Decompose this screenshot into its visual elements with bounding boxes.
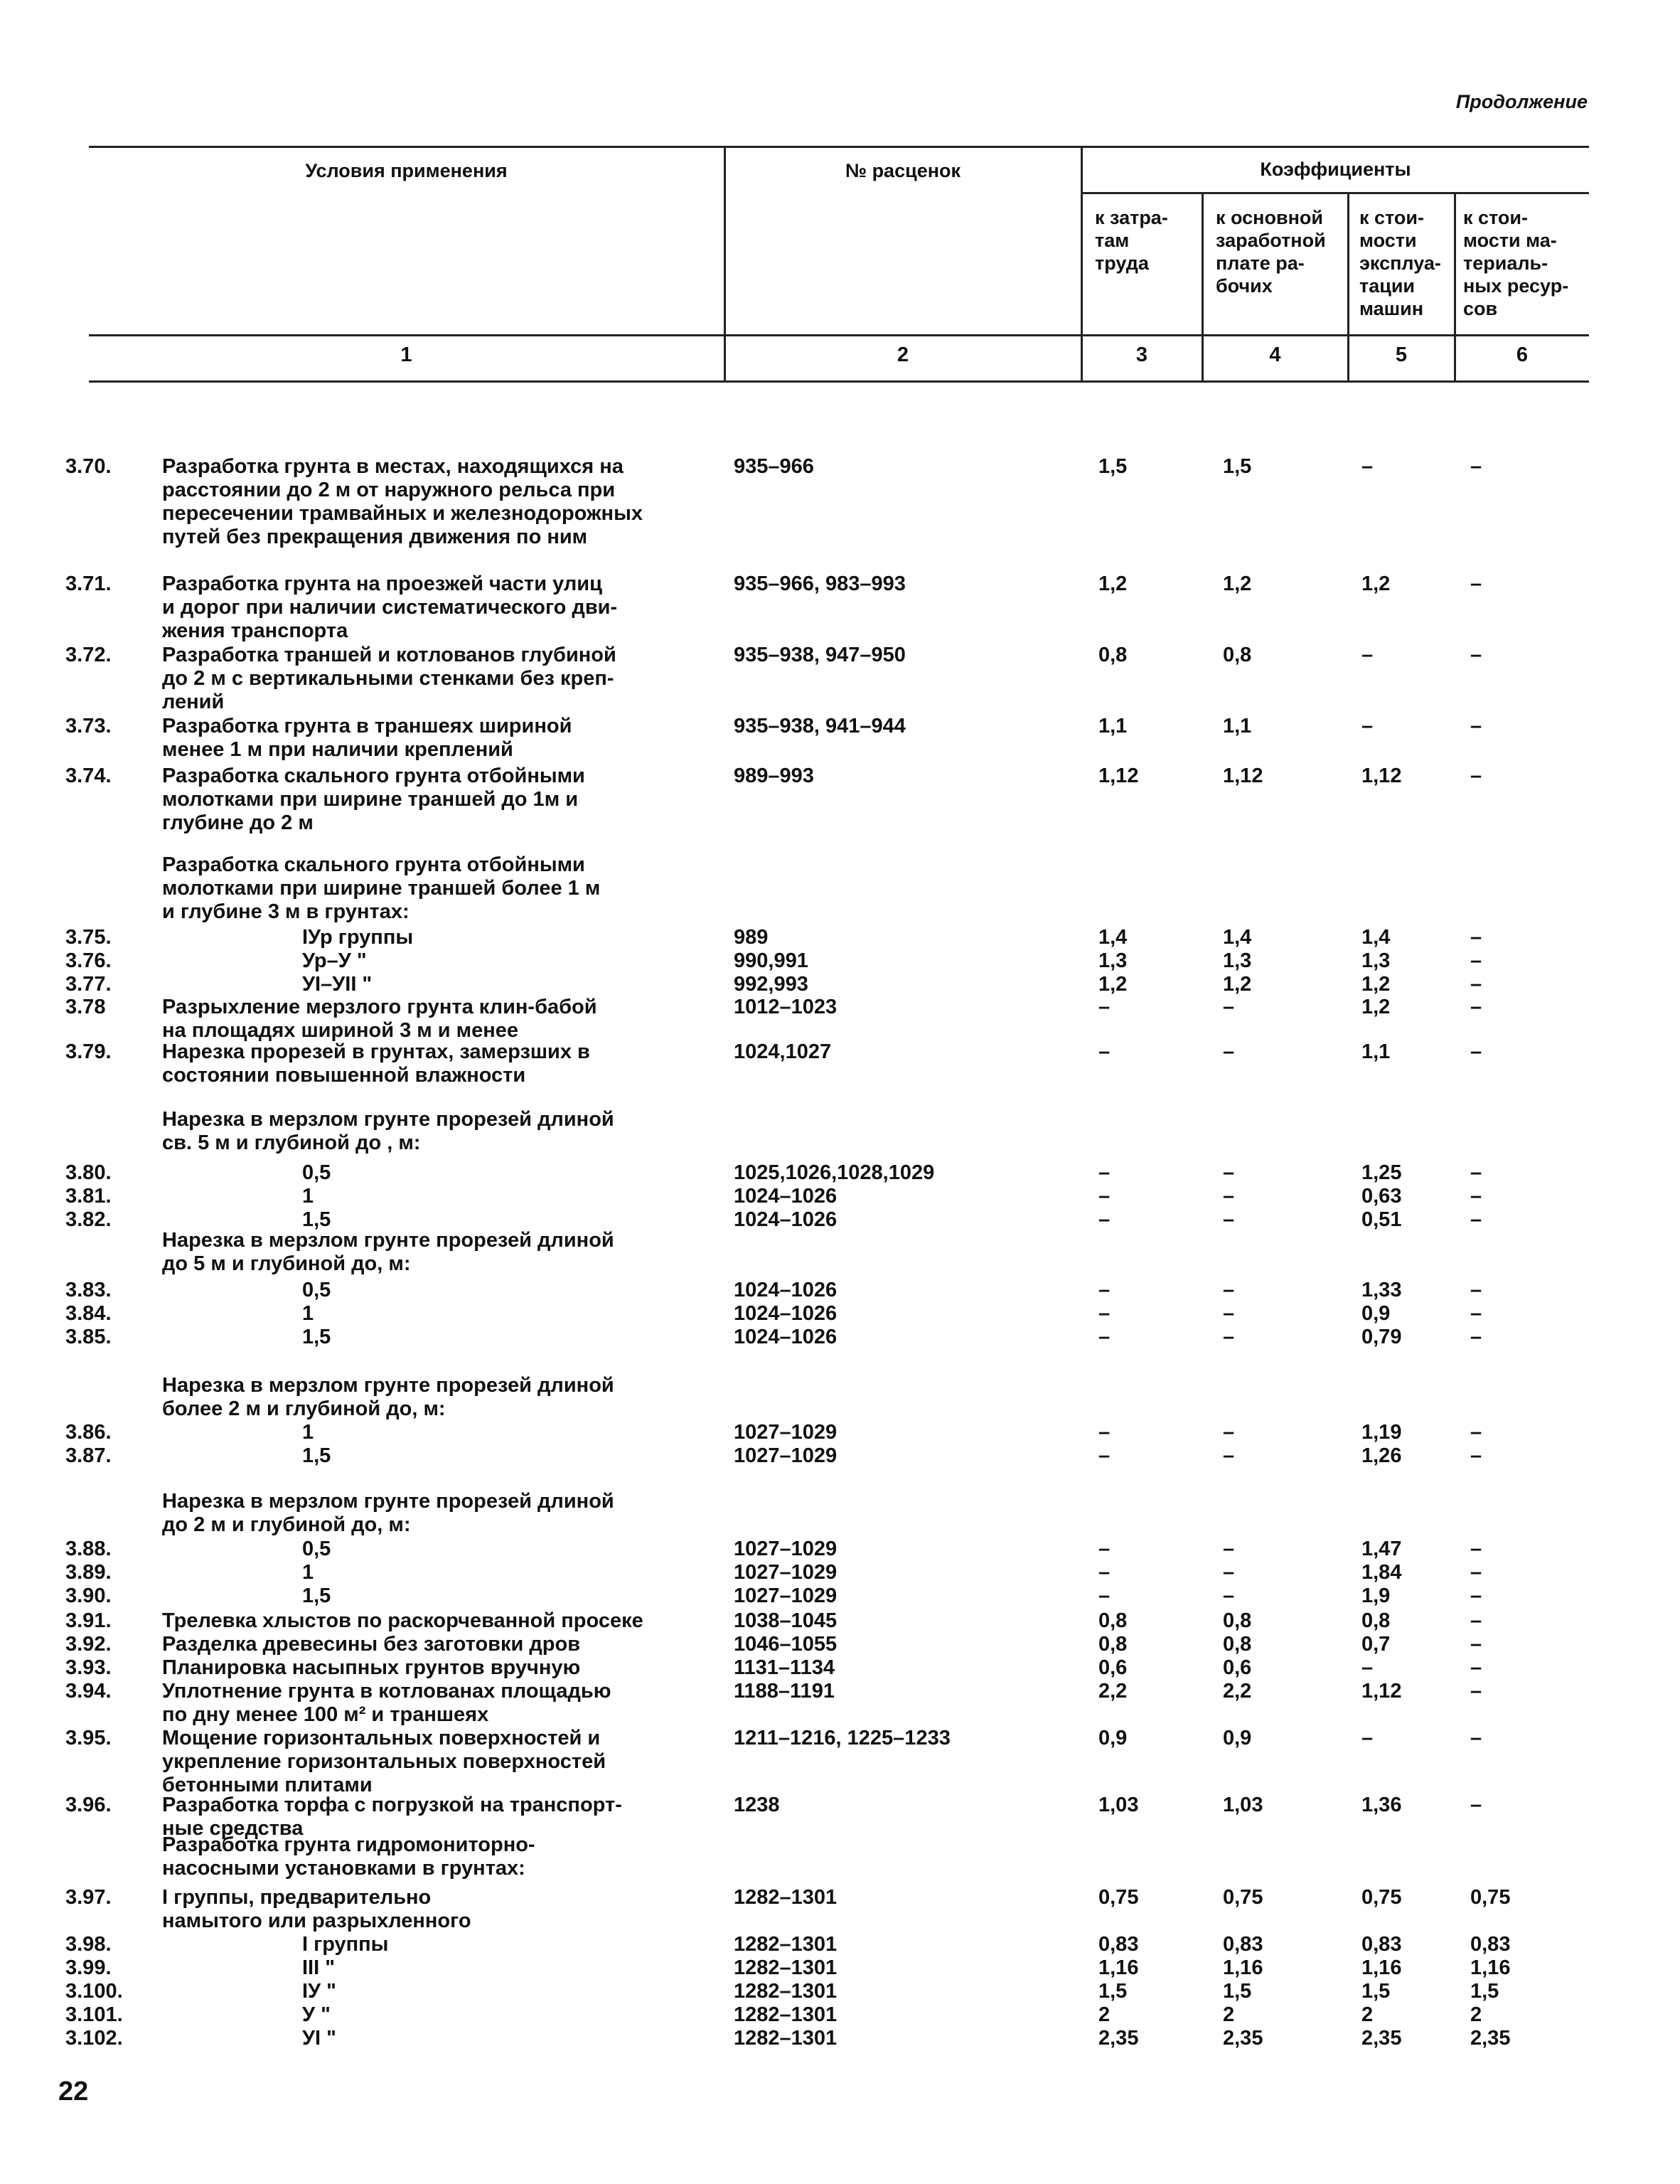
row-number: 3.92. <box>65 1633 112 1656</box>
column-number-2: 2 <box>897 343 909 366</box>
row-rates: 935–966 <box>734 455 814 478</box>
coef-materials: – <box>1470 949 1482 972</box>
coef-labor: 0,8 <box>1098 644 1128 666</box>
coef-wages: – <box>1223 1421 1235 1444</box>
row-description: Планировка насыпных грунтов вручную <box>162 1656 581 1679</box>
coef-labor: – <box>1098 1584 1111 1607</box>
coef-materials: – <box>1470 973 1482 996</box>
coef-wages: – <box>1223 1326 1235 1348</box>
coef-wages: 2,35 <box>1223 2027 1263 2050</box>
coef-labor: – <box>1098 1326 1111 1348</box>
header-bottom-rule <box>89 334 1589 336</box>
coef-labor: 1,12 <box>1098 765 1139 787</box>
coef-materials: 2,35 <box>1470 2027 1511 2050</box>
row-description: 1,5 <box>302 1444 331 1467</box>
row-description: У " <box>302 2003 331 2026</box>
coef-materials: – <box>1470 1040 1482 1063</box>
row-number: 3.96. <box>65 1794 112 1816</box>
coef-machines: 0,7 <box>1361 1633 1391 1656</box>
coef-wages: 0,6 <box>1223 1656 1252 1679</box>
header-rates: № расценок <box>845 160 961 181</box>
row-number: 3.82. <box>65 1208 112 1231</box>
row-number: 3.75. <box>65 926 112 949</box>
row-rates: 1282–1301 <box>734 1933 838 1956</box>
coef-machines: – <box>1361 1727 1374 1749</box>
row-description: Разработка грунта в местах, находящихся на расстоянии до 2 м от наружного рельса при пересечении трамвайных и железнодорожных путей без прекращения движения по ним <box>162 455 643 548</box>
coef-machines: 1,9 <box>1361 1584 1391 1607</box>
row-rates: 990,991 <box>734 949 808 972</box>
coef-materials: – <box>1470 1421 1482 1444</box>
row-rates: 1024–1026 <box>734 1185 838 1208</box>
row-description: Разработка торфа с погрузкой на транспорт- ные средства <box>162 1794 622 1840</box>
row-description: 0,5 <box>302 1161 331 1184</box>
row-rates: 1188–1191 <box>734 1680 835 1703</box>
coef-materials: – <box>1470 1185 1482 1208</box>
row-rates: 1238 <box>734 1794 780 1816</box>
row-description: Уплотнение грунта в котлованах площадью по дну менее 100 м² и траншеях <box>162 1680 611 1726</box>
coef-labor: 0,9 <box>1098 1727 1128 1749</box>
coef-labor: 2,2 <box>1098 1680 1128 1703</box>
coef-wages: – <box>1223 1302 1235 1325</box>
row-description: Разработка скального грунта отбойными молотками при ширине траншей более 1 м и глубине 3 м в грунтах: <box>162 853 601 923</box>
coef-wages: – <box>1223 1538 1235 1560</box>
coef-materials: – <box>1470 1633 1482 1656</box>
coef-labor: – <box>1098 996 1111 1018</box>
row-rates: 1282–1301 <box>734 2027 838 2050</box>
row-number: 3.71. <box>65 572 112 595</box>
coef-materials: – <box>1470 1302 1482 1325</box>
column-number-5: 5 <box>1395 343 1408 366</box>
coef-materials: – <box>1470 1161 1482 1184</box>
row-number: 3.78 <box>65 996 106 1018</box>
coef-labor: – <box>1098 1185 1111 1208</box>
row-rates: 1027–1029 <box>734 1421 838 1444</box>
coef-labor: 1,1 <box>1098 715 1128 737</box>
row-number: 3.88. <box>65 1538 112 1560</box>
coef-machines: – <box>1361 715 1374 737</box>
coef-wages: 1,4 <box>1223 926 1252 949</box>
row-rates: 1024,1027 <box>734 1040 832 1063</box>
page-number: 22 <box>58 2077 89 2106</box>
coef-labor: – <box>1098 1444 1111 1467</box>
row-number: 3.97. <box>65 1886 112 1909</box>
coef-machines: 1,36 <box>1361 1794 1402 1816</box>
row-number: 3.98. <box>65 1933 112 1956</box>
row-description: УI–УII " <box>302 973 373 996</box>
row-number: 3.73. <box>65 715 112 737</box>
coef-materials: – <box>1470 572 1482 595</box>
column-numbers-rule <box>89 380 1589 383</box>
coef-machines: 1,12 <box>1361 765 1402 787</box>
row-number: 3.83. <box>65 1279 112 1301</box>
coef-materials: – <box>1470 715 1482 737</box>
coef-labor: – <box>1098 1161 1111 1184</box>
coef-materials: – <box>1470 1680 1482 1703</box>
coef-wages: 0,8 <box>1223 1633 1252 1656</box>
coef-labor: – <box>1098 1279 1111 1301</box>
row-number: 3.87. <box>65 1444 112 1467</box>
row-rates: 1027–1029 <box>734 1584 838 1607</box>
coef-machines: 0,51 <box>1361 1208 1402 1231</box>
coef-labor: 0,75 <box>1098 1886 1139 1909</box>
coef-materials: – <box>1470 1727 1482 1749</box>
coef-machines: 0,8 <box>1361 1609 1391 1632</box>
coef-labor: 1,2 <box>1098 572 1128 595</box>
coef-wages: – <box>1223 1279 1235 1301</box>
coef-labor: 2,35 <box>1098 2027 1139 2050</box>
row-rates: 935–938, 947–950 <box>734 644 906 666</box>
row-description: Ур–У " <box>302 949 367 972</box>
coef-machines: 1,1 <box>1361 1040 1391 1063</box>
row-rates: 1027–1029 <box>734 1444 838 1467</box>
coef-machines: 1,84 <box>1361 1561 1402 1584</box>
row-number: 3.101. <box>65 2003 123 2026</box>
row-rates: 935–966, 983–993 <box>734 572 906 595</box>
coef-materials: – <box>1470 644 1482 666</box>
coef-machines: 1,2 <box>1361 973 1391 996</box>
row-rates: 1025,1026,1028,1029 <box>734 1161 935 1184</box>
coef-wages: 0,8 <box>1223 1609 1252 1632</box>
coef-materials: – <box>1470 996 1482 1018</box>
coef-wages: – <box>1223 1185 1235 1208</box>
row-number: 3.100. <box>65 1980 123 2003</box>
coef-materials: 2 <box>1470 2003 1482 2026</box>
coef-wages: 2 <box>1223 2003 1235 2026</box>
header-materials: к стои- мости ма- териаль- ных ресур- сов <box>1463 207 1569 319</box>
row-description: III " <box>302 1956 335 1979</box>
coef-materials: – <box>1470 1326 1482 1348</box>
coef-machines: 1,16 <box>1361 1956 1402 1979</box>
coef-labor: – <box>1098 1561 1111 1584</box>
coef-wages: 2,2 <box>1223 1680 1252 1703</box>
coef-labor: 1,5 <box>1098 1980 1128 2003</box>
coef-machines: 1,19 <box>1361 1421 1402 1444</box>
row-number: 3.70. <box>65 455 112 478</box>
column-number-3: 3 <box>1135 343 1148 366</box>
coef-labor: 0,8 <box>1098 1609 1128 1632</box>
row-rates: 1027–1029 <box>734 1538 838 1560</box>
column-number-4: 4 <box>1269 343 1281 366</box>
coef-machines: 2 <box>1361 2003 1374 2026</box>
row-description: Трелевка хлыстов по раскорчеванной просеке <box>162 1609 643 1632</box>
row-number: 3.99. <box>65 1956 112 1979</box>
coef-materials: – <box>1470 765 1482 787</box>
coef-wages: 1,1 <box>1223 715 1252 737</box>
coef-machines: 1,47 <box>1361 1538 1402 1560</box>
coef-materials: – <box>1470 926 1482 949</box>
coef-labor: – <box>1098 1302 1111 1325</box>
coef-wages: – <box>1223 1444 1235 1467</box>
coef-materials: 0,75 <box>1470 1886 1511 1909</box>
coef-labor: – <box>1098 1538 1111 1560</box>
row-description: 1,5 <box>302 1326 331 1348</box>
row-number: 3.74. <box>65 765 112 787</box>
row-description: Нарезка в мерзлом грунте прорезей длиной до 2 м и глубиной до, м: <box>162 1490 614 1536</box>
coef-machines: 1,25 <box>1361 1161 1402 1184</box>
coef-machines: – <box>1361 644 1374 666</box>
coef-machines: 1,4 <box>1361 926 1391 949</box>
coef-machines: 1,2 <box>1361 996 1391 1018</box>
coef-machines: 0,9 <box>1361 1302 1391 1325</box>
header-conditions: Условия применения <box>305 160 508 181</box>
coef-machines: 1,33 <box>1361 1279 1402 1301</box>
coef-labor: 0,6 <box>1098 1656 1128 1679</box>
row-description: Мощение горизонтальных поверхностей и укрепление горизонтальных поверхностей бетонными плитами <box>162 1727 606 1796</box>
column-number-1: 1 <box>400 343 412 366</box>
row-rates: 1024–1026 <box>734 1208 838 1231</box>
row-number: 3.95. <box>65 1727 112 1749</box>
coef-labor: 1,03 <box>1098 1794 1139 1816</box>
row-rates: 1038–1045 <box>734 1609 838 1632</box>
coef-materials: – <box>1470 1538 1482 1560</box>
coef-machines: – <box>1361 455 1374 478</box>
continuation-label: Продолжение <box>1455 91 1588 112</box>
row-description: УI " <box>302 2027 336 2050</box>
coef-machines: 0,83 <box>1361 1933 1402 1956</box>
coef-wages: 1,5 <box>1223 1980 1252 2003</box>
coef-wages: 0,83 <box>1223 1933 1263 1956</box>
row-number: 3.72. <box>65 644 112 666</box>
coef-wages: 0,9 <box>1223 1727 1252 1749</box>
row-rates: 1024–1026 <box>734 1279 838 1301</box>
coef-wages: 1,2 <box>1223 973 1252 996</box>
coef-wages: – <box>1223 996 1235 1018</box>
row-number: 3.91. <box>65 1609 112 1632</box>
header-labor: к затра- там труда <box>1095 207 1168 274</box>
coef-wages: 1,5 <box>1223 455 1252 478</box>
coef-labor: 0,8 <box>1098 1633 1128 1656</box>
coef-machines: 1,2 <box>1361 572 1391 595</box>
coef-wages: 1,2 <box>1223 572 1252 595</box>
coef-materials: – <box>1470 1584 1482 1607</box>
coef-labor: 1,3 <box>1098 949 1128 972</box>
row-rates: 1027–1029 <box>734 1561 838 1584</box>
coef-wages: – <box>1223 1584 1235 1607</box>
coef-labor: – <box>1098 1421 1111 1444</box>
coef-wages: 0,75 <box>1223 1886 1263 1909</box>
coef-machines: – <box>1361 1656 1374 1679</box>
row-description: IУр группы <box>302 926 414 949</box>
coef-labor: 0,83 <box>1098 1933 1139 1956</box>
row-rates: 1024–1026 <box>734 1302 838 1325</box>
coef-machines: 0,63 <box>1361 1185 1402 1208</box>
row-rates: 1282–1301 <box>734 2003 838 2026</box>
row-rates: 1282–1301 <box>734 1956 838 1979</box>
coef-materials: 0,83 <box>1470 1933 1511 1956</box>
coef-labor: 2 <box>1098 2003 1111 2026</box>
coef-machines: 1,12 <box>1361 1680 1402 1703</box>
row-rates: 1012–1023 <box>734 996 838 1018</box>
row-description: I группы <box>302 1933 389 1956</box>
coef-materials: – <box>1470 1794 1482 1816</box>
coef-materials: – <box>1470 1444 1482 1467</box>
coef-wages: 0,8 <box>1223 644 1252 666</box>
row-description: 1,5 <box>302 1208 331 1231</box>
row-number: 3.102. <box>65 2027 123 2050</box>
coef-materials: 1,16 <box>1470 1956 1511 1979</box>
row-rates: 1282–1301 <box>734 1886 838 1909</box>
coef-labor: 1,4 <box>1098 926 1128 949</box>
coef-wages: 1,03 <box>1223 1794 1263 1816</box>
row-description: Разработка грунта в траншеях шириной менее 1 м при наличии креплений <box>162 715 572 761</box>
row-description: IУ " <box>302 1980 336 2003</box>
row-number: 3.77. <box>65 973 112 996</box>
row-number: 3.79. <box>65 1040 112 1063</box>
coef-wages: 1,3 <box>1223 949 1252 972</box>
row-rates: 1046–1055 <box>734 1633 838 1656</box>
row-rates: 1024–1026 <box>734 1326 838 1348</box>
row-number: 3.86. <box>65 1421 112 1444</box>
row-number: 3.94. <box>65 1680 112 1703</box>
row-description: 1 <box>302 1302 314 1325</box>
row-description: Разрыхление мерзлого грунта клин-бабой на площадях шириной 3 м и менее <box>162 996 597 1042</box>
coef-machines: 1,3 <box>1361 949 1391 972</box>
coef-materials: – <box>1470 1609 1482 1632</box>
row-description: 1 <box>302 1185 314 1208</box>
coef-materials: – <box>1470 1561 1482 1584</box>
row-description: 0,5 <box>302 1279 331 1301</box>
row-description: Разработка траншей и котлованов глубиной до 2 м с вертикальными стенками без креп- лений <box>162 644 616 713</box>
row-number: 3.93. <box>65 1656 112 1679</box>
coef-wages: – <box>1223 1208 1235 1231</box>
row-number: 3.90. <box>65 1584 112 1607</box>
row-description: 1 <box>302 1421 314 1444</box>
coefficients-rule <box>1081 192 1589 194</box>
coef-machines: 0,75 <box>1361 1886 1402 1909</box>
coef-labor: 1,16 <box>1098 1956 1139 1979</box>
column-number-6: 6 <box>1516 343 1529 366</box>
row-number: 3.81. <box>65 1185 112 1208</box>
row-rates: 992,993 <box>734 973 808 996</box>
coef-wages: 1,12 <box>1223 765 1263 787</box>
row-number: 3.84. <box>65 1302 112 1325</box>
row-description: 1,5 <box>302 1584 331 1607</box>
coef-materials: – <box>1470 1208 1482 1231</box>
coef-wages: – <box>1223 1161 1235 1184</box>
coef-machines: 0,79 <box>1361 1326 1402 1348</box>
row-description: Разработка скального грунта отбойными молотками при ширине траншей до 1м и глубине до 2 м <box>162 765 585 834</box>
row-number: 3.76. <box>65 949 112 972</box>
coef-labor: – <box>1098 1040 1111 1063</box>
coef-machines: 1,26 <box>1361 1444 1402 1467</box>
row-description: Нарезка в мерзлом грунте прорезей длиной св. 5 м и глубиной до , м: <box>162 1108 614 1154</box>
header-machines: к стои- мости эксплуа- тации машин <box>1359 207 1441 319</box>
row-rates: 989 <box>734 926 769 949</box>
coef-materials: – <box>1470 1279 1482 1301</box>
coef-machines: 1,5 <box>1361 1980 1391 2003</box>
coef-wages: – <box>1223 1561 1235 1584</box>
row-description: Нарезка прорезей в грунтах, замерзших в состоянии повышенной влажности <box>162 1040 590 1087</box>
coef-wages: – <box>1223 1040 1235 1063</box>
row-rates: 935–938, 941–944 <box>734 715 906 737</box>
row-description: 0,5 <box>302 1538 331 1560</box>
header-wages: к основной заработной плате ра- бочих <box>1216 207 1326 297</box>
row-description: Нарезка в мерзлом грунте прорезей длиной более 2 м и глубиной до, м: <box>162 1374 614 1420</box>
coef-machines: 2,35 <box>1361 2027 1402 2050</box>
row-description: Разработка грунта гидромониторно- насосными установками в грунтах: <box>162 1833 535 1880</box>
row-description: Разделка древесины без заготовки дров <box>162 1633 581 1656</box>
row-description: 1 <box>302 1561 314 1584</box>
row-number: 3.80. <box>65 1161 112 1184</box>
row-rates: 1282–1301 <box>734 1980 838 2003</box>
header-coefficients: Коэффициенты <box>1260 159 1411 180</box>
row-rates: 1211–1216, 1225–1233 <box>734 1727 951 1749</box>
row-description: Разработка грунта на проезжей части улиц и дорог при наличии систематического дви- жения транспорта <box>162 572 618 642</box>
coef-materials: – <box>1470 455 1482 478</box>
table-top-rule <box>89 146 1589 148</box>
row-description: I группы, предварительно намытого или разрыхленного <box>162 1886 471 1932</box>
coef-labor: 1,2 <box>1098 973 1128 996</box>
coef-wages: 1,16 <box>1223 1956 1263 1979</box>
row-description: Нарезка в мерзлом грунте прорезей длиной до 5 м и глубиной до, м: <box>162 1229 614 1275</box>
row-rates: 1131–1134 <box>734 1656 835 1679</box>
coef-materials: – <box>1470 1656 1482 1679</box>
coef-labor: 1,5 <box>1098 455 1128 478</box>
row-number: 3.89. <box>65 1561 112 1584</box>
coef-labor: – <box>1098 1208 1111 1231</box>
row-rates: 989–993 <box>734 765 814 787</box>
coef-materials: 1,5 <box>1470 1980 1499 2003</box>
row-number: 3.85. <box>65 1326 112 1348</box>
